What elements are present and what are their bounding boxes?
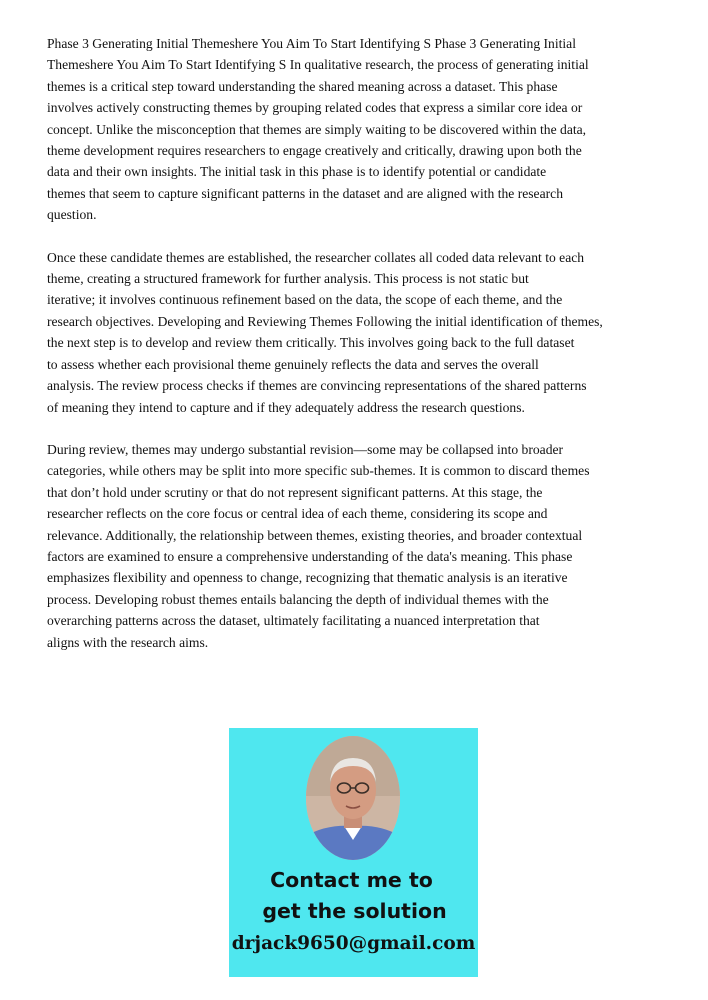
- paragraph-1-line: Themeshere You Aim To Start Identifying S In qualitative research, the process of generating initial: [47, 57, 589, 73]
- paragraph-1-line: question.: [47, 207, 97, 223]
- paragraph-3-line: that don’t hold under scrutiny or that do not represent significant patterns. At this stage, the: [47, 484, 543, 500]
- paragraph-1-line: theme development requires researchers to engage creatively and critically, drawing upon both the: [47, 143, 582, 159]
- paragraph-2-line: iterative; it involves continuous refinement based on the data, the scope of each theme, and the: [47, 292, 563, 308]
- paragraph-1-line: Phase 3 Generating Initial Themeshere You Aim To Start Identifying S Phase 3 Generating Initial: [47, 36, 576, 51]
- paragraph-1-line: concept. Unlike the misconception that themes are simply waiting to be discovered within the data,: [47, 121, 587, 137]
- paragraph-3-line: relevance. Additionally, the relationship between themes, existing theories, and broader contextual: [47, 527, 583, 543]
- paragraph-3-line: overarching patterns across the dataset, ultimately facilitating a nuanced interpretation that: [47, 613, 540, 629]
- paragraph-1: [47, 33, 647, 226]
- body-text: [47, 33, 647, 674]
- paragraph-2-line: Once these candidate themes are established, the researcher collates all coded data relevant to each: [47, 249, 585, 265]
- paragraph-3-line: researcher reflects on the core focus or central idea of each theme, considering its scope and: [47, 506, 548, 522]
- paragraph-2-line: theme, creating a structured framework for further analysis. This process is not static but: [47, 271, 529, 287]
- paragraph-3-line: factors are examined to ensure a comprehensive understanding of the data's meaning. This phase: [47, 548, 573, 564]
- paragraph-3-line: During review, themes may undergo substantial revision—some may be collapsed into broader: [47, 441, 564, 457]
- contact-ad-banner[interactable]: [229, 728, 478, 977]
- paragraph-1-line: involves actively constructing themes by grouping related codes that express a similar core idea or: [47, 100, 583, 116]
- portrait-photo: [306, 736, 400, 860]
- paragraph-2-line: analysis. The review process checks if themes are convincing representations of the shared patterns: [47, 378, 587, 394]
- paragraph-2-line: to assess whether each provisional theme genuinely reflects the data and serves the overall: [47, 356, 539, 372]
- ad-heading-line-1: Contact me to: [270, 868, 433, 892]
- avatar: [306, 736, 400, 860]
- contact-email[interactable]: drjack9650@gmail.com: [231, 933, 476, 954]
- paragraph-1-line: themes that seem to capture significant patterns in the dataset and are aligned with the research: [47, 185, 563, 201]
- paragraph-2: [47, 247, 647, 418]
- paragraph-1-line: themes is a critical step toward understanding the shared meaning across a dataset. This phase: [47, 78, 558, 94]
- paragraph-3-line: categories, while others may be split into more specific sub-themes. It is common to discard themes: [47, 463, 590, 479]
- paragraph-3: [47, 439, 647, 653]
- paragraph-3-line: emphasizes flexibility and openness to change, recognizing that thematic analysis is an iterative: [47, 570, 568, 586]
- ad-heading-line-2: get the solution: [262, 899, 447, 923]
- paragraph-3-line: process. Developing robust themes entails balancing the depth of individual themes with the: [47, 591, 549, 607]
- paragraph-2-line: of meaning they intend to capture and if they adequately address the research questions.: [47, 399, 525, 415]
- paragraph-3-line: aligns with the research aims.: [47, 634, 209, 650]
- paragraph-1-line: data and their own insights. The initial task in this phase is to identify potential or candidate: [47, 164, 547, 180]
- paragraph-2-line: research objectives. Developing and Reviewing Themes Following the initial identification of themes,: [47, 313, 603, 329]
- paragraph-2-line: the next step is to develop and review them critically. This involves going back to the full dataset: [47, 335, 575, 351]
